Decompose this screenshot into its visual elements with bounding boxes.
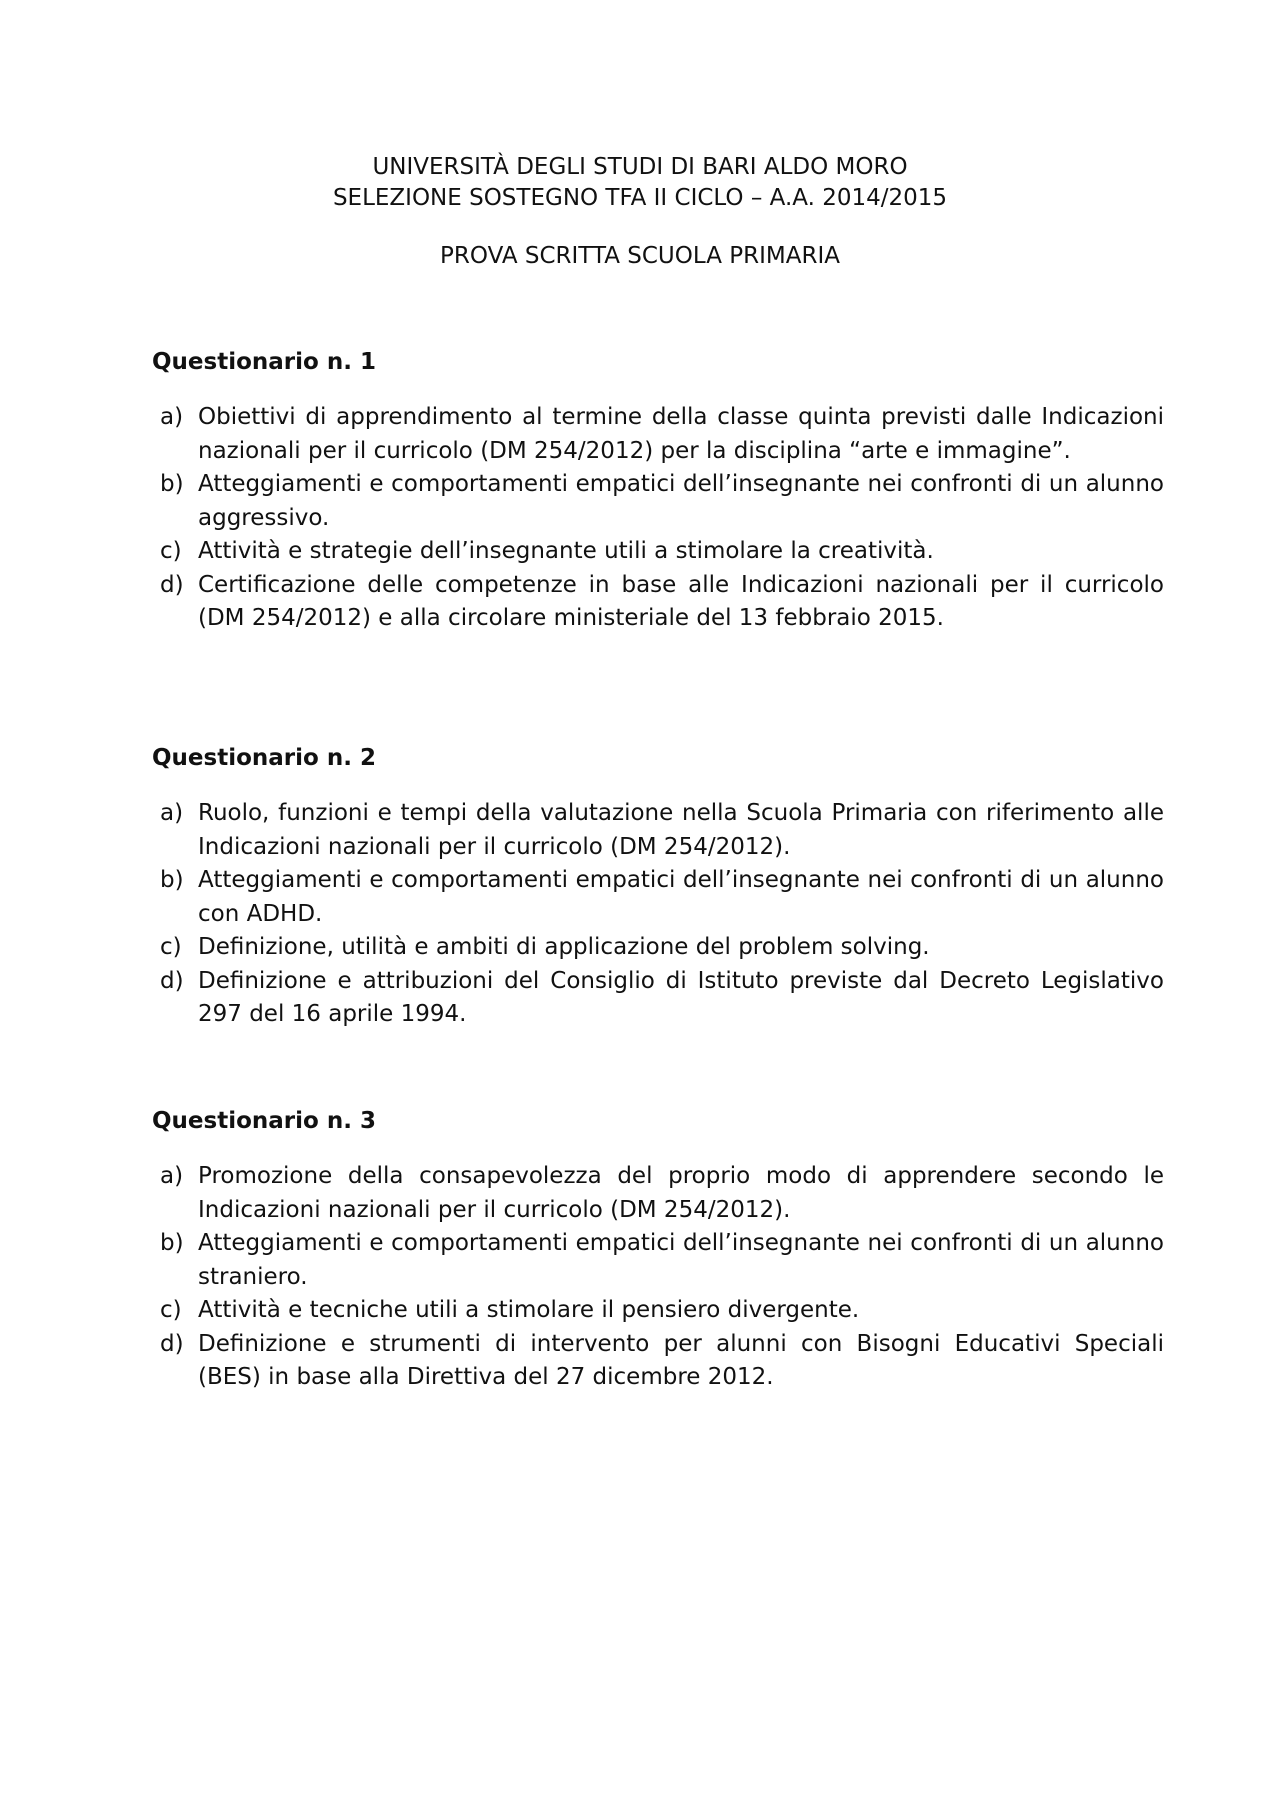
questionnaire-2	[152, 743, 1164, 1032]
question-item	[152, 1227, 1164, 1294]
item-text: Definizione e attribuzioni del Consiglio di Istituto previste dal Decreto Legislativo 297 del 16 aprile 1994.	[198, 967, 1164, 1027]
question-item	[152, 864, 1164, 931]
item-marker: d)	[160, 571, 184, 598]
question-list	[152, 797, 1164, 1032]
item-marker: c)	[160, 934, 182, 960]
item-text: Definizione e strumenti di intervento per alunni con Bisogni Educativi Speciali (BES) in base alla Direttiva del 27 dicembre 2012.	[198, 1330, 1164, 1390]
question-item	[152, 535, 1164, 569]
question-item	[152, 931, 1164, 965]
item-marker: c)	[160, 538, 182, 564]
item-text: Attività e strategie dell’insegnante utili a stimolare la creatività.	[198, 538, 934, 564]
question-item	[152, 468, 1164, 535]
item-marker: a)	[160, 800, 184, 826]
item-text: Attività e tecniche utili a stimolare il pensiero divergente.	[198, 1297, 860, 1323]
item-marker: d)	[160, 1330, 184, 1357]
question-item	[152, 965, 1164, 1032]
question-item	[152, 1328, 1164, 1395]
item-marker: b)	[160, 867, 184, 893]
item-marker: a)	[160, 404, 184, 430]
question-item	[152, 401, 1164, 468]
item-text: Ruolo, funzioni e tempi della valutazione nella Scuola Primaria con riferimento alle Indicazioni nazionali per il curricolo (DM 254/2012).	[198, 800, 1164, 860]
exam-type: PROVA SCRITTA SCUOLA PRIMARIA	[440, 243, 840, 269]
item-text: Obiettivi di apprendimento al termine della classe quinta previsti dalle Indicazioni nazionali per il curricolo (DM 254/2012) per la disciplina “arte e immagine”.	[198, 404, 1164, 464]
document-header	[0, 152, 1280, 272]
item-text: Atteggiamenti e comportamenti empatici dell’insegnante nei confronti di un alunno con ADHD.	[198, 867, 1164, 927]
question-list	[152, 401, 1164, 636]
item-marker: b)	[160, 1230, 184, 1256]
item-text: Definizione, utilità e ambiti di applicazione del problem solving.	[198, 934, 930, 960]
questionnaire-3	[152, 1106, 1164, 1395]
item-marker: a)	[160, 1163, 184, 1189]
university-name: UNIVERSITÀ DEGLI STUDI DI BARI ALDO MORO	[372, 154, 908, 180]
item-marker: d)	[160, 967, 184, 994]
question-item	[152, 1294, 1164, 1328]
item-text: Certificazione delle competenze in base alle Indicazioni nazionali per il curricolo (DM 254/2012) e alla circolare ministeriale del 13 febbraio 2015.	[198, 571, 1164, 631]
question-list	[152, 1160, 1164, 1395]
question-item	[152, 1160, 1164, 1227]
questionnaire-title: Questionario n. 1	[152, 349, 376, 375]
item-marker: b)	[160, 471, 184, 497]
question-item	[152, 797, 1164, 864]
item-marker: c)	[160, 1297, 182, 1323]
questionnaire-title: Questionario n. 3	[152, 1108, 376, 1134]
item-text: Atteggiamenti e comportamenti empatici dell’insegnante nei confronti di un alunno straniero.	[198, 1230, 1164, 1290]
question-item	[152, 569, 1164, 636]
questionnaire-1	[152, 347, 1164, 636]
questionnaire-title: Questionario n. 2	[152, 745, 376, 771]
selection-title: SELEZIONE SOSTEGNO TFA II CICLO – A.A. 2014/2015	[332, 185, 948, 211]
item-text: Atteggiamenti e comportamenti empatici dell’insegnante nei confronti di un alunno aggressivo.	[198, 471, 1164, 531]
item-text: Promozione della consapevolezza del proprio modo di apprendere secondo le Indicazioni nazionali per il curricolo (DM 254/2012).	[198, 1163, 1164, 1223]
